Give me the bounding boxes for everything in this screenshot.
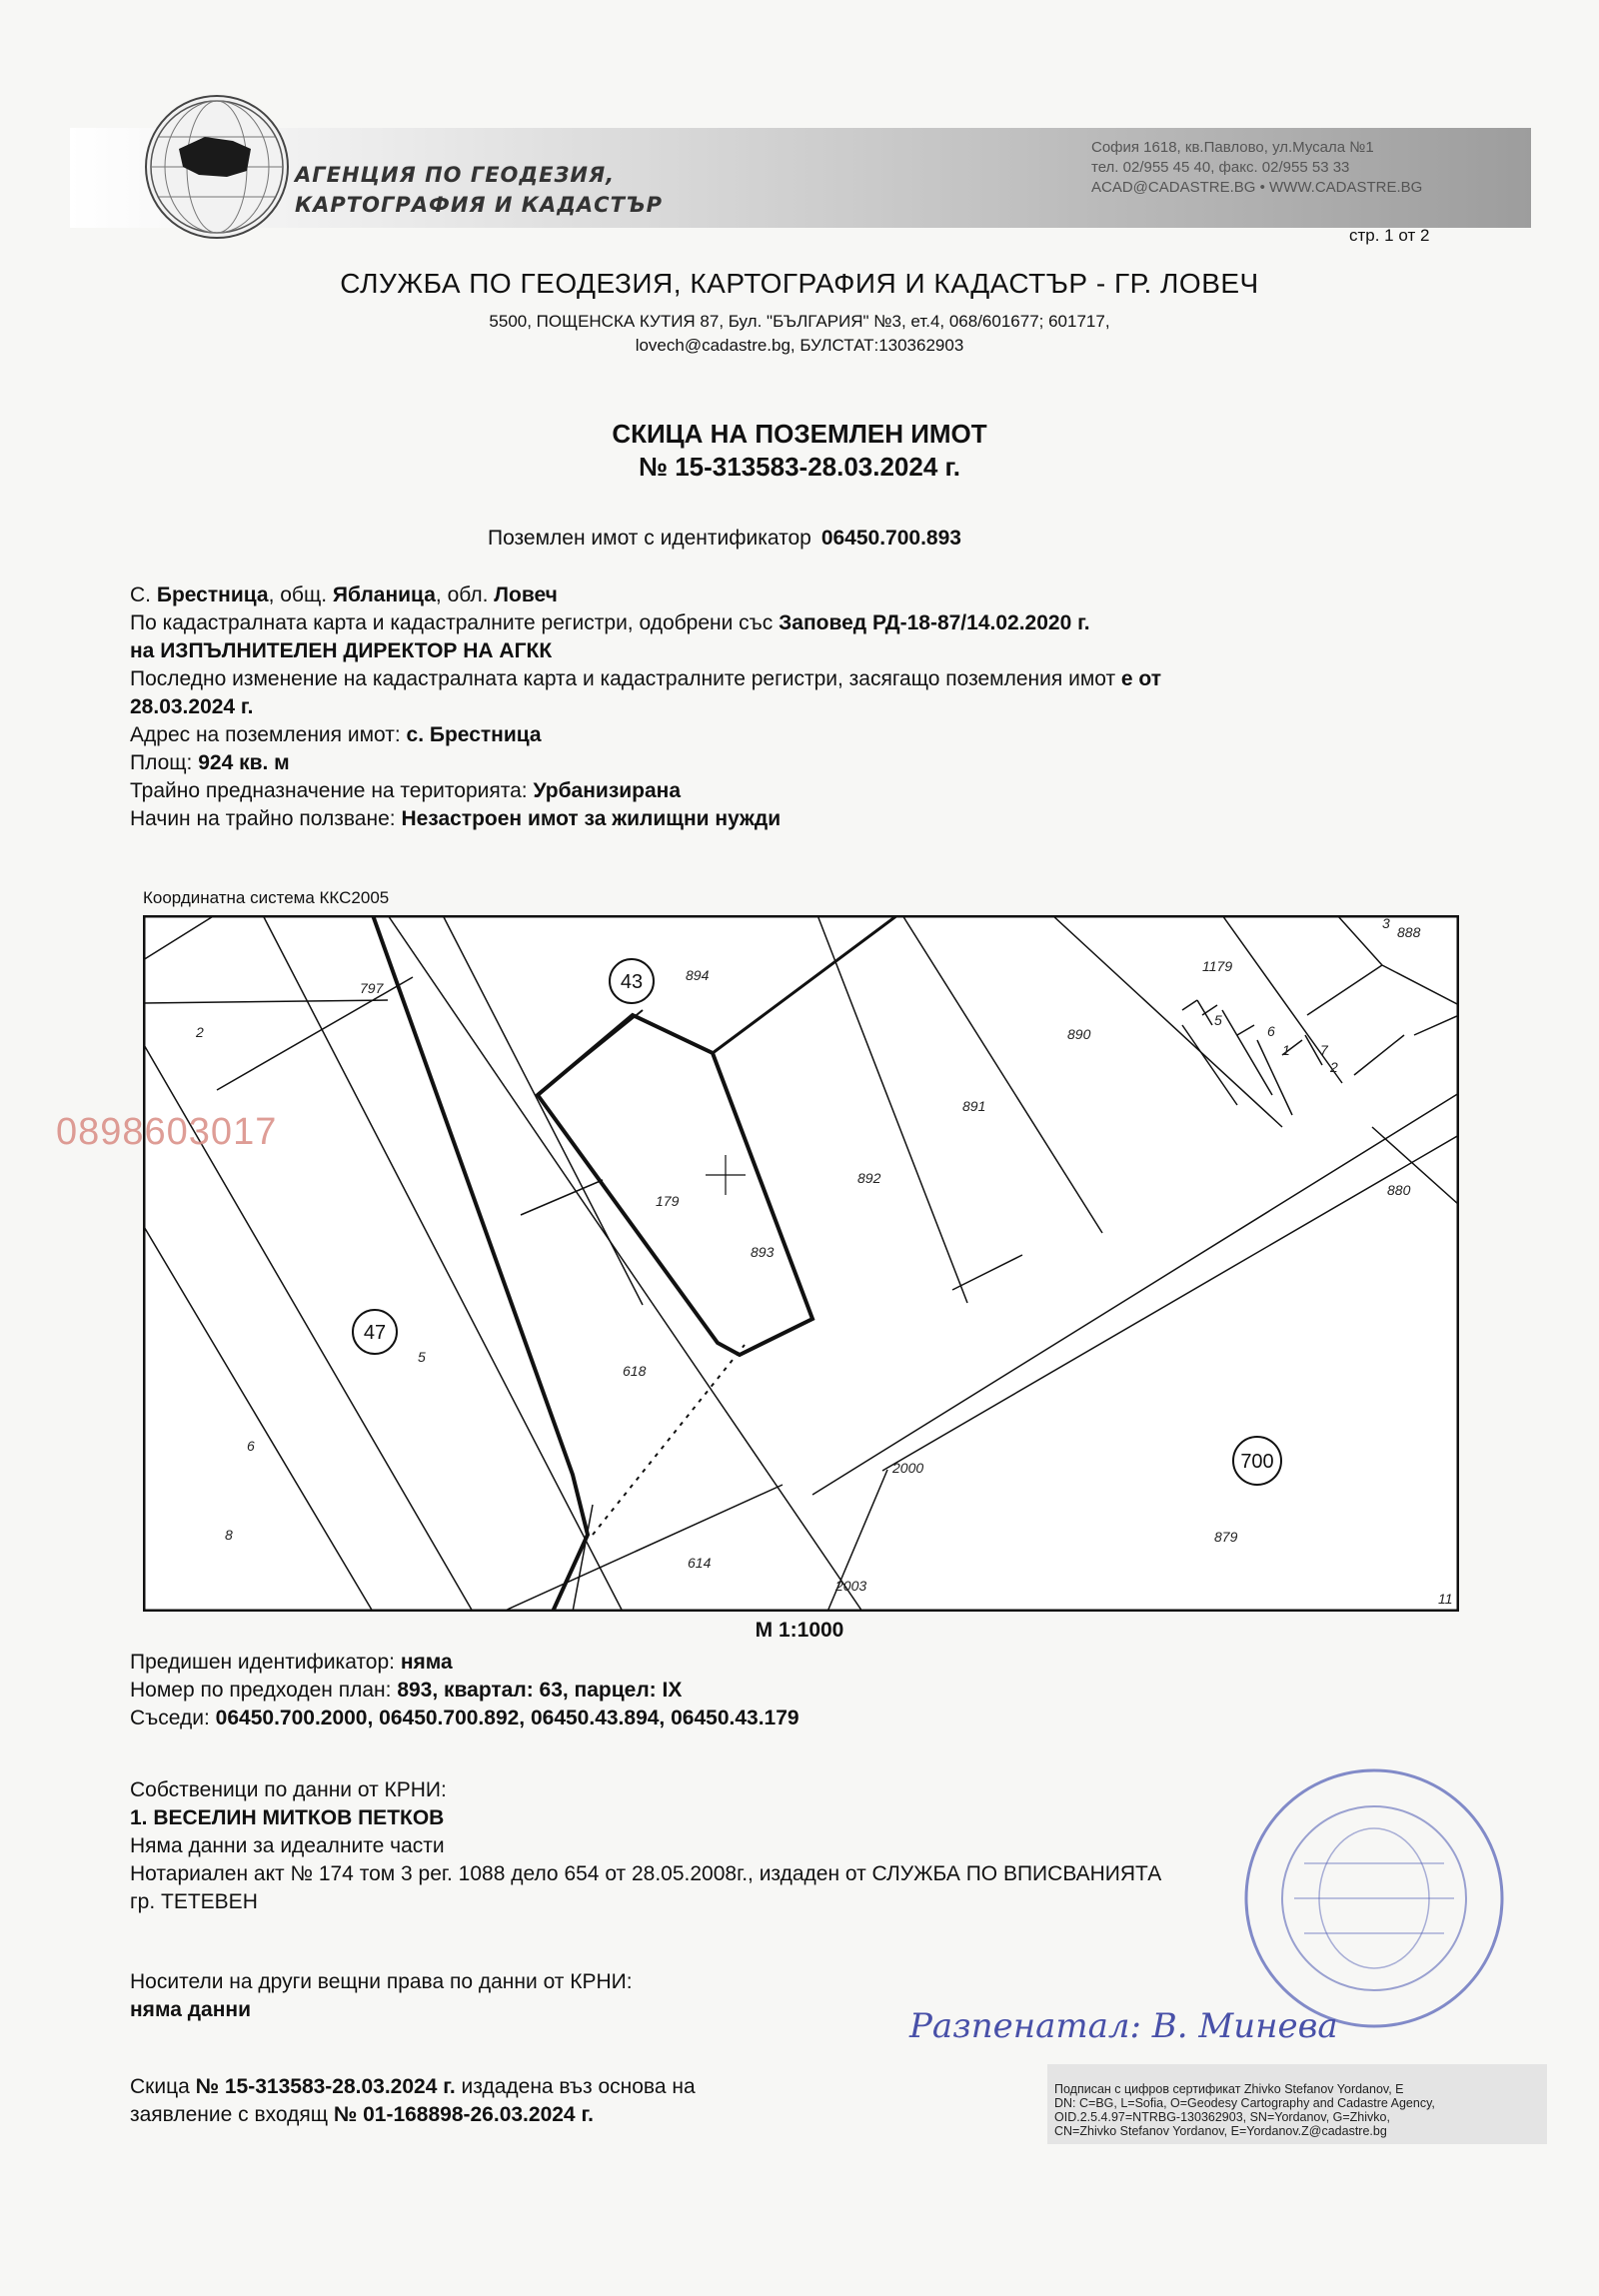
office-address: 5500, ПОЩЕНСКА КУТИЯ 87, Бул. "БЪЛГАРИЯ" №3, ет.4, 068/601677; 601717, [489, 312, 1110, 331]
office-name: СЛУЖБА ПО ГЕОДЕЗИЯ, КАРТОГРАФИЯ И КАДАСТЪР - ГР. ЛОВЕЧ [340, 268, 1259, 299]
prev-plan-value: 893, квартал: 63, парцел: IX [397, 1679, 683, 1702]
parcel-label: 7 [1320, 1042, 1328, 1058]
loc-municipality: Ябланица [332, 583, 436, 606]
parcel-label: 888 [1397, 924, 1421, 940]
agency-contact [1091, 138, 1422, 198]
map-approved-by [130, 637, 1529, 665]
address-label: Адрес на поземления имот: [130, 723, 407, 746]
loc-village: Брестница [156, 583, 269, 606]
issued-prefix: Скица [130, 2075, 196, 2098]
digital-certificate [1054, 2082, 1554, 2138]
phone-watermark: 0898603017 [56, 1111, 278, 1153]
owner-name: 1. ВЕСЕЛИН МИТКОВ ПЕТКОВ [130, 1806, 445, 1829]
parcel-label: 879 [1214, 1529, 1238, 1545]
parcel-label: 2 [196, 1024, 204, 1040]
document-title [0, 418, 1599, 484]
parcel-label: 891 [962, 1098, 986, 1114]
block-label: 43 [620, 971, 644, 993]
area-label: Площ: [130, 751, 199, 774]
contact-phone: тел. 02/955 45 40, факс. 02/955 53 33 [1091, 159, 1350, 176]
cert-line: Подписан с цифров сертификат Zhivko Stefanov Yordanov, E [1054, 2082, 1404, 2096]
prev-id-value: няма [400, 1651, 453, 1674]
parcel-label: 1 [1282, 1042, 1290, 1058]
last-change-date-line [130, 693, 1529, 721]
identifier-value: 06450.700.893 [820, 527, 961, 550]
parcel-label: 2000 [892, 1460, 924, 1476]
parcel-label: 894 [686, 967, 710, 983]
cert-line: OID.2.5.4.97=NTRBG-130362903, SN=Yordanov, G=Zhivko, [1054, 2110, 1390, 2124]
parcel-label: 2003 [835, 1578, 867, 1594]
map-approver: на ИЗПЪЛНИТЕЛЕН ДИРЕКТОР НА АГКК [130, 639, 553, 662]
parcel-label: 614 [688, 1555, 712, 1571]
agency-logo [145, 95, 289, 239]
purpose-line [130, 777, 1529, 805]
loc-prefix: С. [130, 583, 157, 606]
parcel-label: 890 [1067, 1026, 1091, 1042]
loc-region-label: , обл. [435, 583, 495, 606]
carriers-heading: Носители на други вещни права по данни от КРНИ: [130, 1970, 633, 1993]
loc-region: Ловеч [494, 583, 558, 606]
cadastral-map [143, 915, 1459, 1612]
prev-identifier-line [130, 1649, 1529, 1677]
parcel-label: 2 [1330, 1059, 1338, 1075]
purpose-value: Урбанизирана [533, 779, 682, 802]
parcel-label: 5 [1214, 1012, 1222, 1028]
loc-mun-label: , общ. [268, 583, 333, 606]
location-line [130, 581, 1529, 609]
map-order: Заповед РД-18-87/14.02.2020 г. [779, 611, 1090, 634]
prev-plan-label: Номер по предходен план: [130, 1679, 398, 1702]
agency-name-line1: АГЕНЦИЯ ПО ГЕОДЕЗИЯ, [295, 163, 616, 187]
issued-application: № 01-168898-26.03.2024 г. [333, 2103, 594, 2126]
last-change-date: 28.03.2024 г. [130, 695, 254, 718]
neighbors-value: 06450.700.2000, 06450.700.892, 06450.43.894, 06450.43.179 [215, 1707, 800, 1729]
agency-name-line2: КАРТОГРАФИЯ И КАДАСТЪР [295, 193, 664, 217]
parcel-label: 5 [418, 1349, 426, 1365]
issued-note [130, 2073, 1029, 2129]
parcel-label: 6 [1267, 1023, 1275, 1039]
sketch-number: № 15-313583-28.03.2024 г. [638, 452, 960, 482]
purpose-label: Трайно предназначение на територията: [130, 779, 534, 802]
property-identifier [488, 527, 961, 551]
neighbors-line [130, 1705, 1529, 1732]
last-change-line [130, 665, 1529, 693]
parcel-label: 880 [1387, 1182, 1411, 1198]
cert-line: DN: C=BG, L=Sofia, O=Geodesy Cartography and Cadastre Agency, [1054, 2096, 1435, 2110]
map-approval-line [130, 609, 1529, 637]
issued-application-label: заявление с входящ [130, 2103, 334, 2126]
last-change-text: Последно изменение на кадастралната карта и кадастралните регистри, засягащо поземления имот [130, 667, 1121, 690]
owner-deed: Нотариален акт № 174 том 3 рег. 1088 дело 654 от 28.05.2008г., издаден от СЛУЖБА ПО ВПИСВАНИЯТА [130, 1862, 1162, 1885]
issued-number: № 15-313583-28.03.2024 г. [195, 2075, 456, 2098]
block-label: 47 [363, 1322, 387, 1344]
parcel-label: 892 [857, 1170, 881, 1186]
page-number: стр. 1 от 2 [1349, 226, 1430, 245]
office-email: lovech@cadastre.bg, БУЛСТАТ:130362903 [635, 336, 964, 355]
neighbors-label: Съседи: [130, 1707, 216, 1729]
parcel-label: 1179 [1202, 958, 1233, 974]
parcel-label: 893 [751, 1244, 775, 1260]
parcel-label: 6 [247, 1438, 255, 1454]
parcel-label: 8 [225, 1527, 233, 1543]
coordinate-system: Координатна система ККС2005 [143, 888, 390, 907]
property-details [130, 1649, 1529, 1732]
last-change-prefix: е от [1120, 667, 1162, 690]
owners-heading: Собственици по данни от КРНИ: [130, 1778, 447, 1801]
office-contact [0, 310, 1599, 358]
parcel-label: 797 [360, 980, 384, 996]
area-value: 924 кв. м [198, 751, 290, 774]
sketch-title: СКИЦА НА ПОЗЕМЛЕН ИМОТ [612, 419, 987, 449]
usage-label: Начин на трайно ползване: [130, 807, 402, 830]
prev-plan-line [130, 1677, 1529, 1705]
address-value: с. Брестница [406, 723, 542, 746]
owner-share: Няма данни за идеалните части [130, 1834, 445, 1857]
parcel-label: 179 [656, 1193, 680, 1209]
area-line [130, 749, 1529, 777]
parcel-label: 11 [1438, 1591, 1453, 1607]
contact-address: София 1618, кв.Павлово, ул.Мусала №1 [1091, 139, 1374, 156]
property-info [130, 581, 1529, 833]
rights-carriers [130, 1968, 1029, 2024]
parcel-label: 618 [623, 1363, 647, 1379]
identifier-label: Поземлен имот с идентификатор [488, 527, 811, 550]
prev-id-label: Предишен идентификатор: [130, 1651, 401, 1674]
block-label: 700 [1240, 1451, 1274, 1473]
contact-web: ACAD@CADASTRE.BG • WWW.CADASTRE.BG [1091, 179, 1423, 196]
parcel-label: 3 [1382, 915, 1390, 931]
map-approval-text: По кадастралната карта и кадастралните регистри, одобрени със [130, 611, 780, 634]
agency-name [295, 160, 663, 220]
carriers-value: няма данни [130, 1998, 251, 2021]
usage-value: Незастроен имот за жилищни нужди [401, 807, 782, 830]
official-stamp [1239, 1758, 1509, 2038]
map-scale: М 1:1000 [755, 1619, 844, 1642]
handwritten-signature: Разпенатал: В. Минева [909, 2006, 1338, 2046]
owner-deed-city: гр. ТЕТЕВЕН [130, 1890, 258, 1913]
cert-line: CN=Zhivko Stefanov Yordanov, E=Yordanov.Z@cadastre.bg [1054, 2124, 1387, 2138]
usage-line [130, 805, 1529, 833]
address-line [130, 721, 1529, 749]
issued-basis: издадена въз основа на [455, 2075, 696, 2098]
